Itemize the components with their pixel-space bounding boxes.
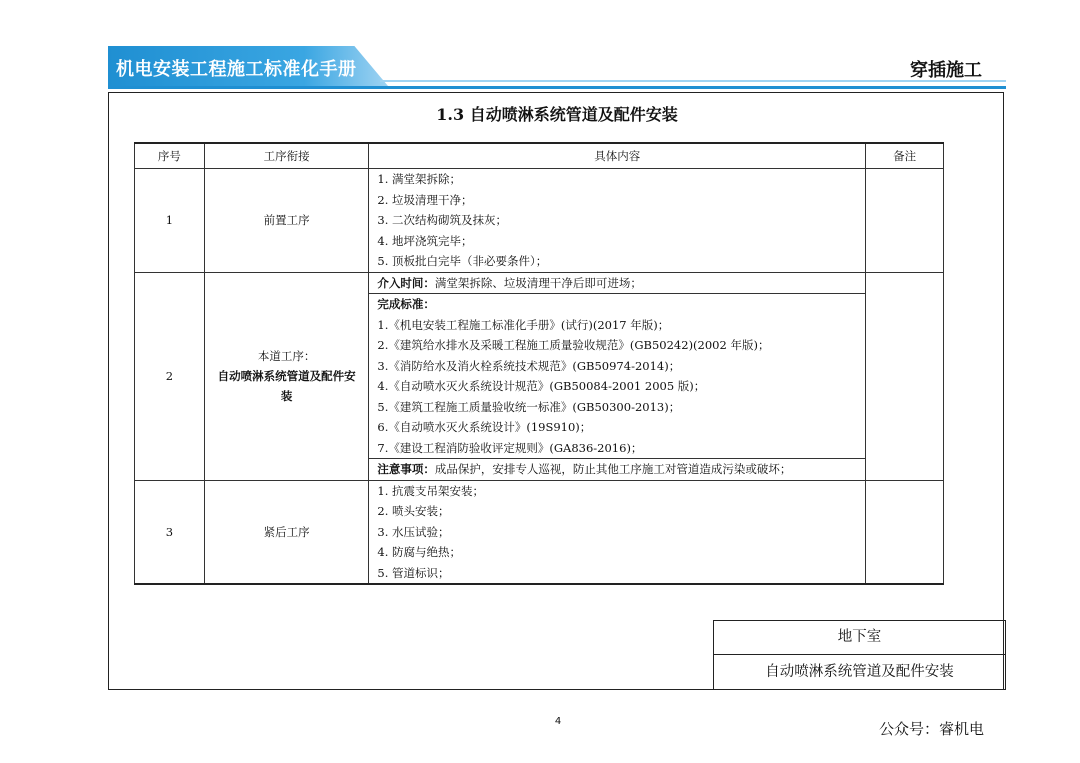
- standard-item: 4.《自动喷水灭火系统设计规范》(GB50084-2001 2005 版)；: [377, 379, 706, 393]
- content-line: 4. 防腐与绝热；: [377, 545, 462, 559]
- section-label: 穿插施工: [910, 60, 982, 81]
- footer-text: 公众号：睿机电: [878, 720, 984, 738]
- table-row: [135, 272, 944, 294]
- header-remarks: 备注: [866, 143, 944, 169]
- row-remarks: [866, 480, 944, 584]
- content-line: 5. 顶板批白完毕（非必要条件）；: [377, 254, 548, 268]
- content-line: 1. 抗震支吊架安装；: [377, 483, 485, 498]
- content-line: 4. 地坪浇筑完毕；: [377, 233, 473, 248]
- row-stage: [204, 272, 369, 480]
- standard-item: 3.《消防给水及消火栓系统技术规范》(GB50974-2014)；: [377, 358, 681, 373]
- content-line: 3. 水压试验；: [377, 524, 450, 539]
- standard-item: 1.《机电安装工程施工标准化手册》(试行)(2017 年版)；: [377, 317, 670, 332]
- row-remarks: [866, 272, 944, 480]
- entry-text: 满堂架拆除、垃圾清理干净后即可进场；: [434, 275, 642, 290]
- row-content: [369, 169, 866, 273]
- stage-prefix: 本道工序：: [257, 349, 316, 363]
- header-rule: [108, 86, 1006, 89]
- process-table: [134, 142, 944, 585]
- content-line: 2. 垃圾清理干净；: [377, 192, 473, 207]
- row-remarks: [866, 169, 944, 273]
- notice-label: 注意事项：: [377, 462, 435, 476]
- info-box: [713, 620, 1006, 690]
- table-header-row: [135, 143, 944, 169]
- table-row: [135, 480, 944, 584]
- header-no: 序号: [135, 143, 205, 169]
- document-title: 1.3 自动喷淋系统管道及配件安装: [436, 105, 678, 124]
- info-item: 自动喷淋系统管道及配件安装: [765, 664, 954, 680]
- row-no: 3: [135, 480, 205, 584]
- notice-cell: [369, 459, 866, 481]
- table-row: [135, 169, 944, 273]
- page-number: 4: [554, 716, 562, 727]
- info-location: 地下室: [714, 621, 1005, 655]
- content-line: 3. 二次结构砌筑及抹灰；: [377, 213, 508, 227]
- standard-item: 7.《建设工程消防验收评定规则》(GA836-2016)；: [377, 440, 643, 455]
- banner-title: 机电安装工程施工标准化手册: [116, 59, 357, 80]
- standards-cell: [369, 294, 866, 459]
- row-stage: 前置工序: [204, 169, 369, 273]
- stage-name: 自动喷淋系统管道及配件安装: [217, 369, 356, 403]
- header-stage: 工序衔接: [204, 143, 369, 169]
- row-content: [369, 480, 866, 584]
- standard-item: 2.《建筑给水排水及采暖工程施工质量验收规范》(GB50242)(2002 年版)；: [377, 338, 770, 352]
- row-stage: 紧后工序: [204, 480, 369, 584]
- row-no: 1: [135, 169, 205, 273]
- entry-time-cell: [369, 272, 866, 294]
- standard-item: 6.《自动喷水灭火系统设计》(19S910)；: [377, 420, 592, 434]
- notice-text: 成品保护，安排专人巡视，防止其他工序施工对管道造成污染或破坏；: [434, 462, 792, 476]
- standard-item: 5.《建筑工程施工质量验收统一标准》(GB50300-2013)；: [377, 399, 681, 414]
- content-line: 2. 喷头安装；: [377, 504, 450, 518]
- entry-label: 介入时间：: [377, 275, 435, 290]
- row-no: 2: [135, 272, 205, 480]
- standards-label: 完成标准：: [377, 297, 435, 311]
- content-line: 5. 管道标识；: [377, 565, 450, 580]
- header-content: 具体内容: [369, 143, 866, 169]
- content-line: 1. 满堂架拆除；: [377, 172, 462, 186]
